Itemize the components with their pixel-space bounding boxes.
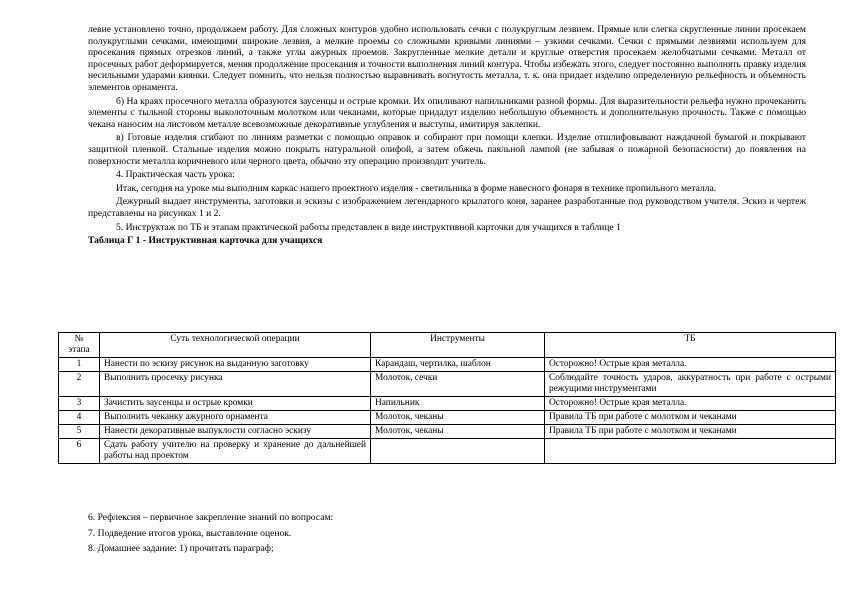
stage-number: 4 <box>59 411 100 425</box>
instruction-card-table <box>58 332 836 464</box>
stage-number: 6 <box>59 439 100 464</box>
operation-cell: Выполнить чеканку ажурного орнамента <box>100 411 371 425</box>
closing-steps <box>88 510 806 557</box>
tools-cell: Напильник <box>371 397 545 411</box>
safety-cell <box>545 439 836 464</box>
paragraph-duty: Дежурный выдает инструменты, заготовки и эскизы с изображением легендарного крылатого коня, заранее разработанные под руководством учителя. Эскиз и чертеж представлены на рисунках 1 и 2. <box>88 196 806 219</box>
operation-cell: Зачистить заусенцы и острые кромки <box>100 397 371 411</box>
operation-cell: Нанести по эскизу рисунок на выданную заготовку <box>100 358 371 372</box>
safety-cell: Правила ТБ при работе с молотком и чеканами <box>545 425 836 439</box>
step-summary: 7. Подведение итогов урока, выставление оценок. <box>88 527 292 539</box>
step-reflection: 6. Рефлексия – первичное закрепление знаний по вопросам: <box>88 512 334 523</box>
header-operation: Суть технологической операции <box>100 333 371 358</box>
safety-cell: Осторожно! Острые края металла. <box>545 397 836 411</box>
operation-cell: Нанести декоративные выпуклости согласно эскизу <box>100 425 371 439</box>
stage-number: 1 <box>59 358 100 372</box>
operation-cell: Сдать работу учителю на проверку и хранение до дальнейшей работы над проектом <box>100 439 371 464</box>
paragraph-assembly: в) Готовые изделия сгибают по линиям разметки с помощью оправок и собирают при помощи клепки. Изделие отшлифовывают наждачной бумагой и покрывают защитной пленкой. Стальные изделия можно покрыть натуральной олифой, а затем обжечь паяльной лампой (не забывая о пожарной безопасности) до появления на поверхности металла коричневого или черного цвета, обычно эту операцию производит учитель. <box>88 132 806 167</box>
table-row <box>59 372 836 397</box>
tools-cell: Карандаш, чертилка, шаблон <box>371 358 545 372</box>
header-safety: ТБ <box>545 333 836 358</box>
paragraph-cutting: левие установлено точно, продолжаем работу. Для сложных контуров удобно использовать сечки с полукруглым лезвием. Прямые или слегка скругленные линии просекаем полукруглыми сечками, имеющими широкие лезвия, а мелкие проемы со сложными кривыми линиями – узкими сечками. Сечки с прямыми лезвиями используем для просекания прямых отрезков линий, а также углы ажурных проемов. Закругленные мелкие детали и круглые отверстия просекаем желобчатыми сечками. Металл от просечных работ деформируется, меняя продолжение просекания и точности выполнения линий контура. Чтобы избежать этого, следует постоянно выполнять правку изделия несильными ударами киянки. Следует помнить, что нельзя полностью выравнивать вогнутость металла, т. к. она придает изделию определенную рельефность и объемность элементов орнамента. <box>88 24 806 93</box>
step-homework: 8. Домашнее задание: 1) прочитать параграф; <box>88 543 274 554</box>
paragraph-instruction: 5. Инструктаж по ТБ и этапам практической работы представлен в виде инструктивной карточки для учащихся в таблице 1 <box>116 221 621 233</box>
safety-cell: Осторожно! Острые края металла. <box>545 358 836 372</box>
table-row <box>59 439 836 464</box>
tools-cell <box>371 439 545 464</box>
paragraph-practical-intro: Итак, сегодня на уроке мы выполним каркас нашего проектного изделия - светильника в форме навесного фонаря в технике пропильного металла. <box>116 182 717 194</box>
table-row <box>59 397 836 411</box>
lesson-text <box>88 24 806 247</box>
table-row <box>59 425 836 439</box>
table-header-row <box>59 333 836 358</box>
table-row <box>59 411 836 425</box>
tools-cell: Молоток, сечки <box>371 372 545 397</box>
tools-cell: Молоток, чеканы <box>371 411 545 425</box>
tools-cell: Молоток, чеканы <box>371 425 545 439</box>
stage-number: 5 <box>59 425 100 439</box>
paragraph-burrs: б) На краях просечного металла образуются заусенцы и острые кромки. Их опиливают напильниками разной формы. Для выразительности рельефа нужно прочеканить элементы с тыльной стороны выколоточным молотком или чеканами, которые придадут изделию небольшую объемность и дополнительную прочность. Также с помощью чекана наносим на листовом металле всевозможные декоративные углубления и выступы, имитируя заклепки. <box>88 95 806 130</box>
table-caption: Таблица Г 1 - Инструктивная карточка для учащихся <box>88 235 323 247</box>
stage-number: 2 <box>59 372 100 397</box>
safety-cell: Правила ТБ при работе с молотком и чеканами <box>545 411 836 425</box>
operation-cell: Выполнить просечку рисунка <box>100 372 371 397</box>
header-tools: Инструменты <box>371 333 545 358</box>
table-row <box>59 358 836 372</box>
stage-number: 3 <box>59 397 100 411</box>
safety-cell: Соблюдайте точность ударов, аккуратность при работе с острыми режущими инструментами <box>545 372 836 397</box>
section-practical-heading: 4. Практическая часть урока: <box>116 169 235 181</box>
header-stage: № этапа <box>59 333 100 358</box>
